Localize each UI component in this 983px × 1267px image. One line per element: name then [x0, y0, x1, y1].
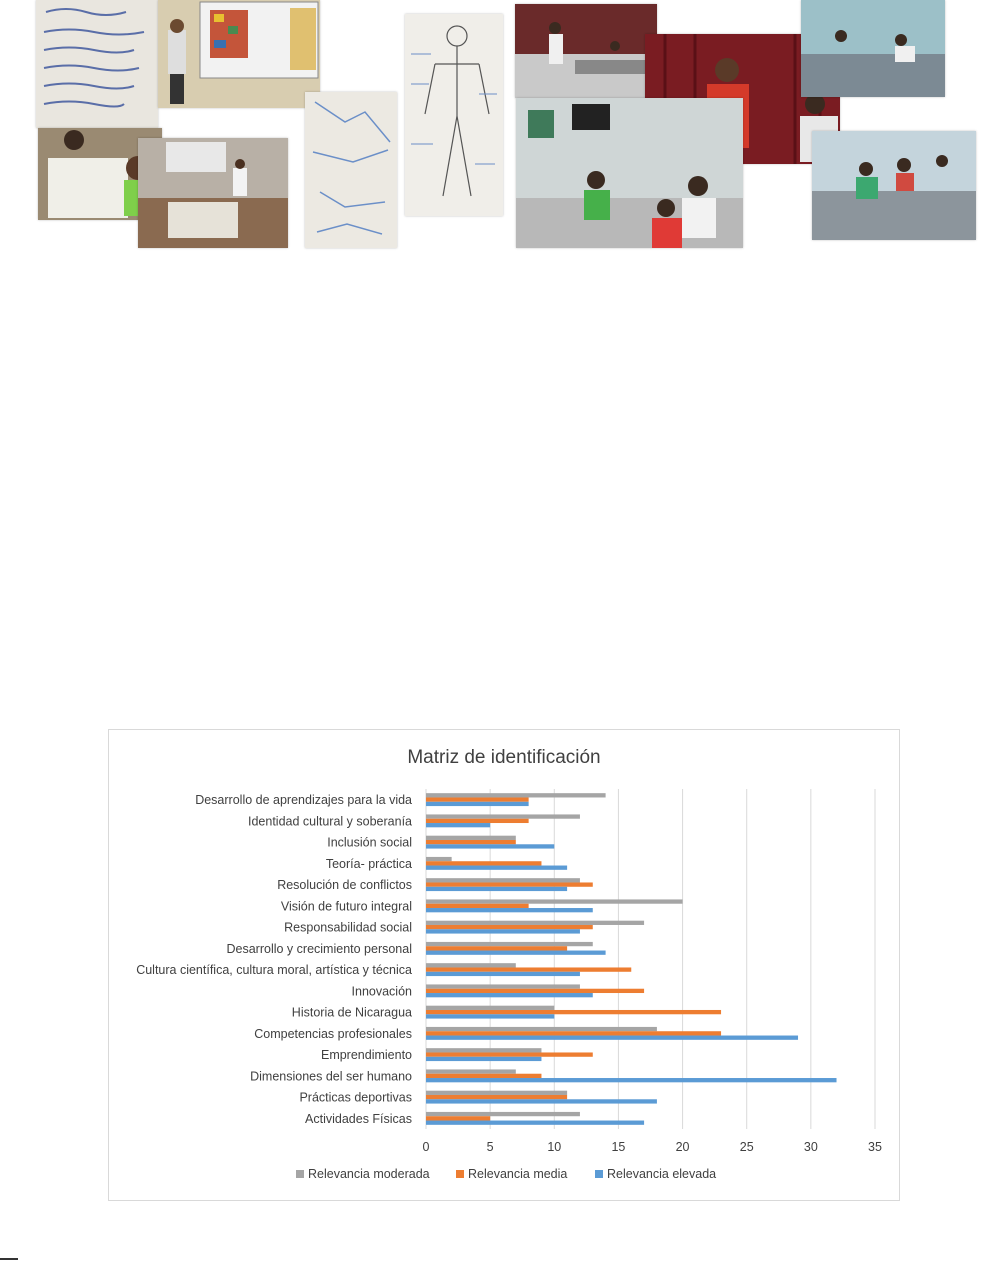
bar-relevancia-media — [426, 1095, 567, 1099]
legend-label: Relevancia media — [468, 1167, 568, 1181]
category-label: Dimensiones del ser humano — [250, 1069, 412, 1084]
bar-relevancia-elevada — [426, 866, 567, 870]
photo-classroom-2 — [801, 0, 945, 97]
x-tick-label: 0 — [422, 1140, 430, 1154]
category-label: Responsabilidad social — [284, 920, 412, 935]
bar-relevancia-elevada — [426, 823, 490, 827]
bar-relevancia-moderada — [426, 1069, 516, 1073]
legend-swatch — [296, 1170, 304, 1178]
category-label: Desarrollo y crecimiento personal — [226, 941, 412, 956]
category-label: Competencias profesionales — [254, 1026, 412, 1041]
bar-relevancia-media — [426, 1031, 721, 1035]
bar-relevancia-elevada — [426, 972, 580, 976]
bar-relevancia-moderada — [426, 1091, 567, 1095]
bar-relevancia-moderada — [426, 942, 593, 946]
bar-relevancia-media — [426, 967, 631, 971]
bar-relevancia-moderada — [426, 878, 580, 882]
x-tick-label: 35 — [868, 1140, 882, 1154]
bar-relevancia-elevada — [426, 1121, 644, 1125]
photo-presenter-whiteboard — [158, 0, 320, 108]
category-label: Actividades Físicas — [305, 1111, 412, 1126]
bar-relevancia-media — [426, 840, 516, 844]
category-label: Innovación — [351, 984, 412, 999]
bar-relevancia-elevada — [426, 951, 606, 955]
bar-relevancia-moderada — [426, 836, 516, 840]
bar-relevancia-moderada — [426, 814, 580, 818]
bar-relevancia-media — [426, 797, 529, 801]
bar-relevancia-elevada — [426, 993, 593, 997]
bar-relevancia-elevada — [426, 1057, 541, 1061]
category-label: Desarrollo de aprendizajes para la vida — [195, 793, 412, 808]
bar-relevancia-moderada — [426, 984, 580, 988]
bar-relevancia-media — [426, 946, 567, 950]
bar-relevancia-moderada — [426, 963, 516, 967]
category-label: Identidad cultural y soberanía — [248, 814, 412, 829]
bar-relevancia-elevada — [426, 929, 580, 933]
bar-relevancia-elevada — [426, 1099, 657, 1103]
bar-relevancia-media — [426, 925, 593, 929]
bar-relevancia-media — [426, 1052, 593, 1056]
bar-relevancia-elevada — [426, 1014, 554, 1018]
bar-relevancia-moderada — [426, 1112, 580, 1116]
legend-swatch — [595, 1170, 603, 1178]
x-tick-label: 5 — [486, 1140, 494, 1154]
bar-relevancia-elevada — [426, 1078, 837, 1082]
legend-swatch — [456, 1170, 464, 1178]
photo-room-floor — [138, 138, 288, 248]
bar-relevancia-media — [426, 819, 529, 823]
bar-relevancia-media — [426, 989, 644, 993]
x-tick-label: 15 — [611, 1140, 626, 1154]
chart-container — [108, 729, 900, 1201]
legend-label: Relevancia moderada — [308, 1167, 430, 1181]
category-label: Cultura científica, cultura moral, artística y técnica — [136, 963, 412, 978]
category-label: Historia de Nicaragua — [291, 1005, 412, 1020]
category-label: Visión de futuro integral — [280, 899, 412, 914]
bar-relevancia-media — [426, 1010, 721, 1014]
bar-relevancia-moderada — [426, 1027, 657, 1031]
category-label: Inclusión social — [327, 835, 412, 850]
bar-relevancia-moderada — [426, 793, 606, 797]
bar-relevancia-elevada — [426, 802, 529, 806]
category-label: Teoría- práctica — [325, 856, 412, 871]
bar-relevancia-moderada — [426, 857, 452, 861]
x-tick-label: 30 — [803, 1140, 818, 1154]
x-tick-label: 10 — [547, 1140, 562, 1154]
bar-relevancia-moderada — [426, 1048, 541, 1052]
legend-label: Relevancia elevada — [607, 1167, 717, 1181]
bar-relevancia-moderada — [426, 899, 683, 903]
bar-relevancia-media — [426, 882, 593, 886]
photo-classroom-3 — [516, 98, 743, 248]
bar-relevancia-moderada — [426, 1006, 554, 1010]
photo-classroom-1 — [515, 4, 657, 98]
photo-classroom-4 — [812, 131, 976, 240]
category-label: Resolución de conflictos — [277, 878, 412, 893]
bar-relevancia-media — [426, 1116, 490, 1120]
bar-relevancia-media — [426, 861, 541, 865]
chart-title: Matriz de identificación — [407, 747, 601, 768]
bar-relevancia-media — [426, 1074, 541, 1078]
bar-relevancia-elevada — [426, 908, 593, 912]
photo-body-drawing — [405, 14, 503, 216]
bar-relevancia-media — [426, 904, 529, 908]
x-tick-label: 20 — [675, 1140, 690, 1154]
bar-chart — [108, 729, 900, 1201]
bar-relevancia-elevada — [426, 1036, 798, 1040]
photo-student-poster — [36, 0, 158, 128]
x-tick-label: 25 — [739, 1140, 754, 1154]
bar-relevancia-moderada — [426, 921, 644, 925]
category-label: Emprendimiento — [320, 1048, 412, 1063]
photo-map-drawing — [305, 92, 397, 248]
bar-relevancia-elevada — [426, 887, 567, 891]
bar-relevancia-elevada — [426, 844, 554, 848]
page-mark — [0, 1258, 18, 1260]
category-label: Prácticas deportivas — [299, 1090, 412, 1105]
